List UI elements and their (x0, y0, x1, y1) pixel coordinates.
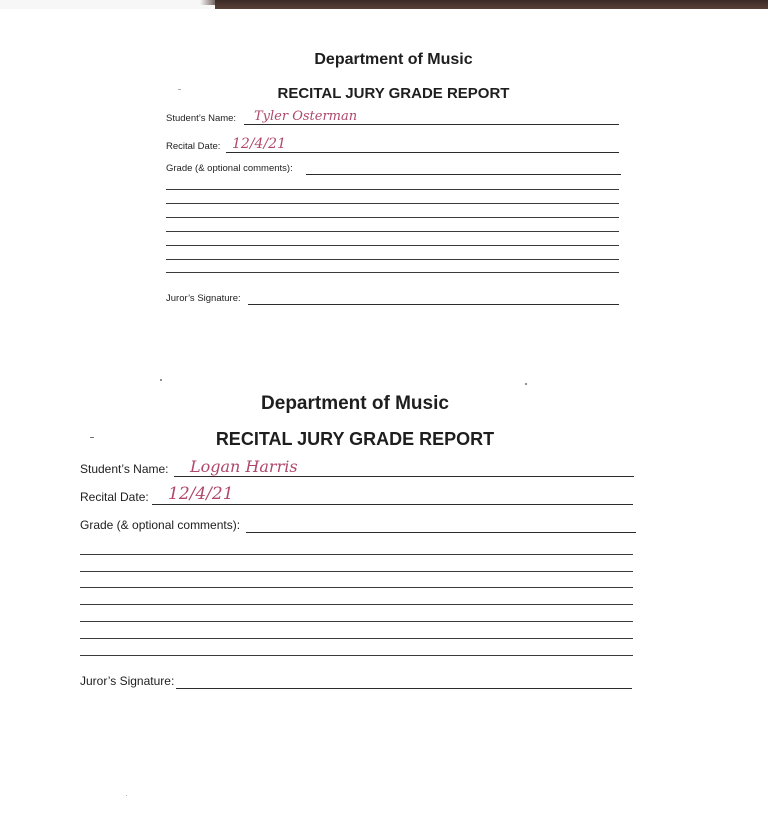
student-name-rule (174, 476, 634, 477)
student-name-handwriting: Tyler Osterman (254, 109, 358, 124)
scan-edge (215, 0, 768, 9)
signature-rule (248, 304, 619, 305)
signature-label: Juror’s Signature: (80, 674, 175, 688)
comment-line (80, 604, 633, 605)
student-name-row (80, 457, 636, 479)
comment-line (166, 259, 619, 260)
grade-row (80, 513, 636, 535)
comment-line (80, 554, 633, 555)
grade-label: Grade (& optional comments): (166, 163, 293, 174)
grade-report-form-2 (80, 393, 636, 693)
recital-date-rule (152, 504, 633, 505)
comment-line (166, 231, 619, 232)
signature-row (80, 669, 636, 691)
recital-date-label: Recital Date: (166, 141, 221, 152)
grade-rule (306, 174, 621, 175)
grade-label: Grade (& optional comments): (80, 518, 241, 532)
comment-line (166, 189, 619, 190)
recital-date-handwriting: 12/4/21 (232, 136, 286, 152)
comment-line (166, 217, 619, 218)
signature-label: Juror’s Signature: (166, 293, 241, 304)
scan-speck (126, 795, 127, 796)
scan-speck (178, 89, 181, 90)
comment-line (80, 655, 633, 656)
scan-speck (160, 379, 162, 381)
grade-row (166, 159, 621, 177)
comment-line (166, 272, 619, 273)
student-name-rule (244, 124, 619, 125)
scanned-page (0, 9, 768, 827)
scan-speck (90, 437, 94, 438)
department-heading: Department of Music (314, 51, 473, 68)
signature-rule (176, 688, 632, 689)
department-heading: Department of Music (261, 393, 449, 414)
comment-line (166, 203, 619, 204)
report-title: RECITAL JURY GRADE REPORT (215, 429, 495, 449)
comment-line (80, 587, 633, 588)
report-title: RECITAL JURY GRADE REPORT (277, 85, 510, 102)
grade-report-form-1 (166, 51, 621, 311)
student-name-handwriting: Logan Harris (190, 457, 298, 476)
grade-rule (246, 532, 636, 533)
recital-date-row (166, 135, 621, 155)
student-name-label: Student’s Name: (166, 113, 237, 124)
student-name-label: Student’s Name: (80, 462, 169, 476)
student-name-row (166, 109, 621, 127)
recital-date-rule (226, 152, 619, 153)
comment-line (80, 621, 633, 622)
signature-row (166, 289, 621, 307)
recital-date-handwriting: 12/4/21 (168, 484, 234, 504)
comment-line (80, 571, 633, 572)
scan-speck (525, 383, 527, 385)
comment-line (80, 638, 633, 639)
recital-date-row (80, 483, 636, 507)
recital-date-label: Recital Date: (80, 490, 149, 504)
comment-line (166, 245, 619, 246)
